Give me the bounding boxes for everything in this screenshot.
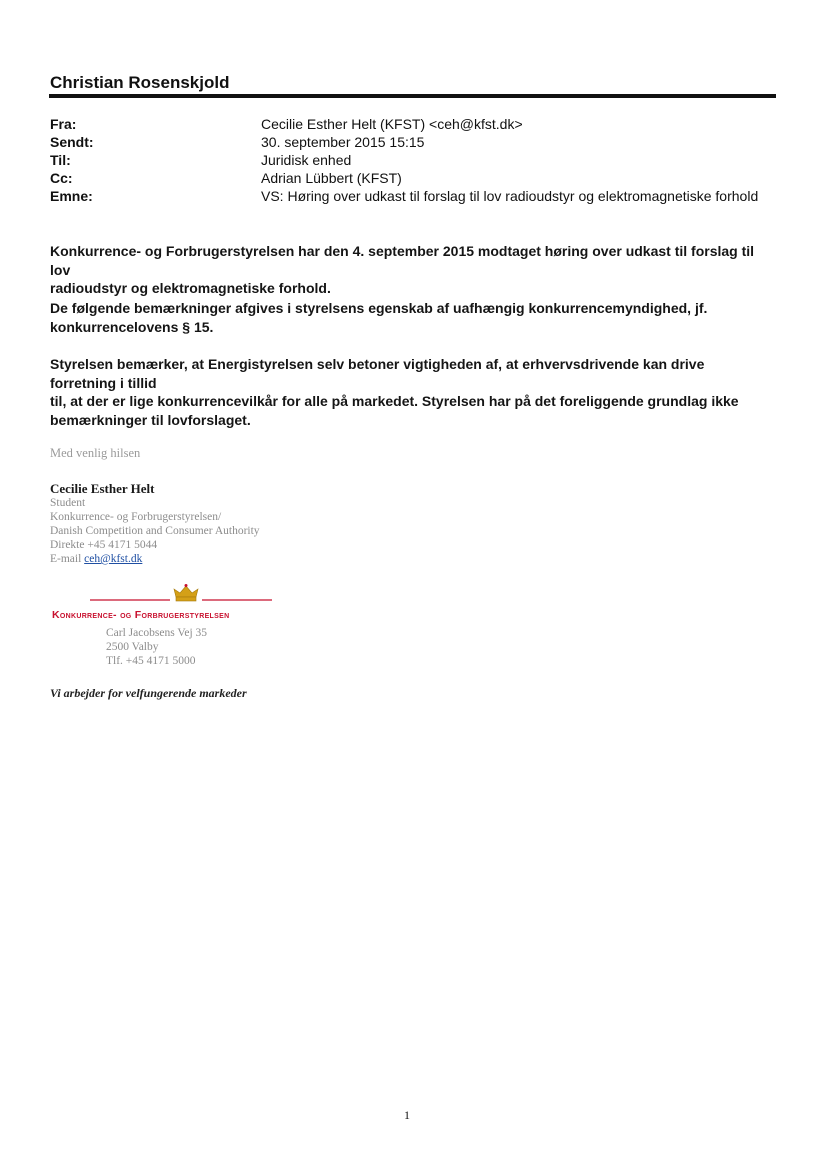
header-value: Juridisk enhed <box>261 152 352 168</box>
body-line: Styrelsen bemærker, at Energistyrelsen selv betoner vigtigheden af, at erhvervsdrivende kan drive forretning i tillid <box>50 356 705 391</box>
address-street: Carl Jacobsens Vej 35 <box>106 627 208 639</box>
address-block <box>106 626 207 668</box>
header-value: 30. september 2015 15:15 <box>261 134 425 150</box>
signature-block <box>50 481 260 566</box>
header-label: Cc: <box>50 170 73 186</box>
header-row-cc <box>50 169 780 187</box>
logo-wordmark: Konkurrence- og Forbrugerstyrelsen <box>52 609 230 621</box>
address-city: 2500 Valby <box>106 641 159 653</box>
address-phone: Tlf. +45 4171 5000 <box>106 655 196 667</box>
header-label: Til: <box>50 152 71 168</box>
header-label: Sendt: <box>50 134 94 150</box>
body-line: De følgende bemærkninger afgives i styrelsens egenskab af uafhængig konkurrencemyndighed, jf. <box>50 300 708 316</box>
slogan: Vi arbejder for velfungerende markeder <box>50 686 247 700</box>
header-row-sent <box>50 133 780 151</box>
body-line: Konkurrence- og Forbrugerstyrelsen har den 4. september 2015 modtaget høring over udkast til forslag til lov <box>50 243 755 278</box>
header-value: VS: Høring over udkast til forslag til lov radioudstyr og elektromagnetiske forhold <box>261 188 759 204</box>
signature-org-en: Danish Competition and Consumer Authority <box>50 525 260 537</box>
page-number: 1 <box>404 1108 410 1122</box>
header-row-to <box>50 151 780 169</box>
header-value: Cecilie Esther Helt (KFST) <ceh@kfst.dk> <box>261 116 523 132</box>
header-label: Emne: <box>50 188 93 204</box>
signature-email-line <box>50 552 260 566</box>
signature-title: Student <box>50 497 86 509</box>
greeting: Med venlig hilsen <box>50 446 141 460</box>
sender-name: Christian Rosenskjold <box>50 73 230 92</box>
body-paragraph-2 <box>50 299 765 336</box>
email-link[interactable]: ceh@kfst.dk <box>84 553 143 565</box>
body-line: konkurrencelovens § 15. <box>50 318 214 335</box>
signature-phone: Direkte +45 4171 5044 <box>50 539 158 551</box>
header-label: Fra: <box>50 116 77 132</box>
header-divider <box>49 94 776 98</box>
body-paragraph-3 <box>50 355 765 429</box>
signature-org-da: Konkurrence- og Forbrugerstyrelsen/ <box>50 511 222 523</box>
body-line: bemærkninger til lovforslaget. <box>50 411 251 428</box>
signature-email-label: E-mail <box>50 553 85 565</box>
email-header <box>50 115 780 205</box>
crown-icon <box>174 584 198 601</box>
header-row-from <box>50 115 780 133</box>
header-value: Adrian Lübbert (KFST) <box>261 170 402 186</box>
body-line: til, at der er lige konkurrencevilkår for alle på markedet. Styrelsen har på det foreliggende grundlag ikke <box>50 393 739 409</box>
signature-name: Cecilie Esther Helt <box>50 481 155 496</box>
body-paragraph-1 <box>50 242 765 298</box>
body-line: radioudstyr og elektromagnetiske forhold. <box>50 280 331 296</box>
header-row-subject <box>50 187 780 205</box>
